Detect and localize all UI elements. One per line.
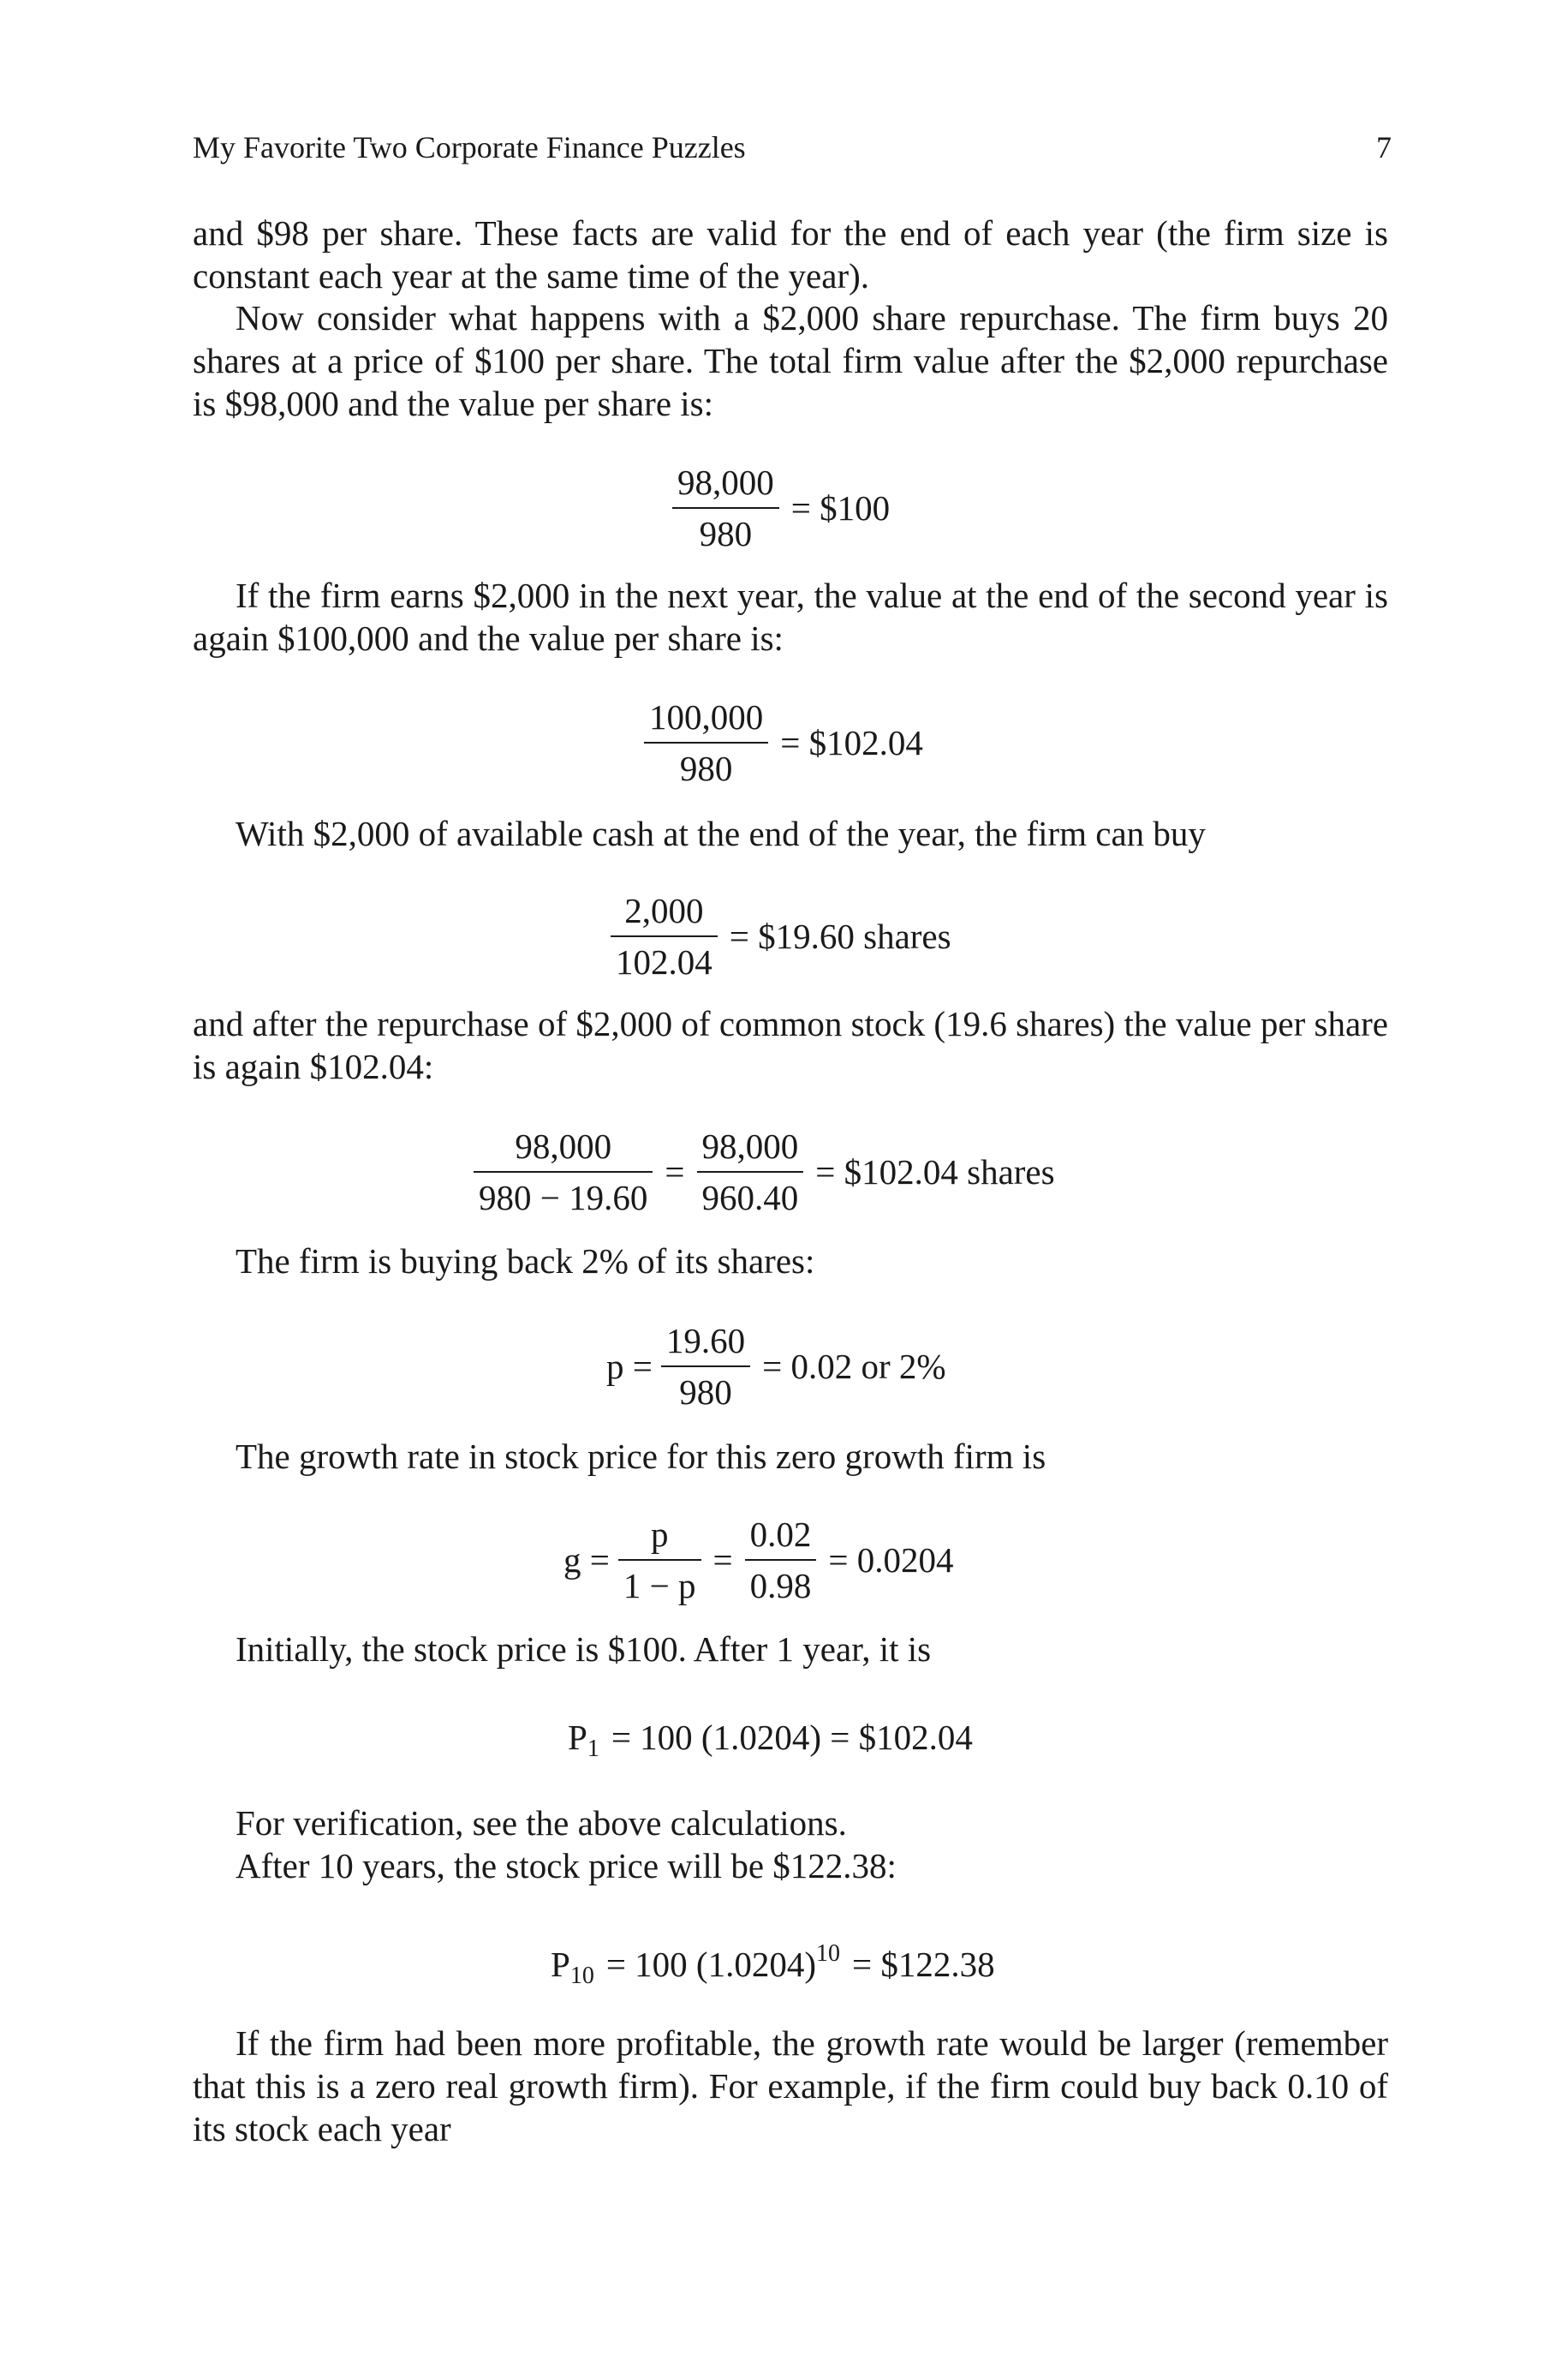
superscript: 10: [816, 1940, 840, 1967]
equation-rhs: = $19.60 shares: [729, 917, 951, 956]
running-head-title: My Favorite Two Corporate Finance Puzzles: [193, 130, 746, 164]
page-number: 7: [1376, 130, 1392, 164]
paragraph-9: For verification, see the above calculations. After 10 years, the stock price will be $122.38:: [193, 1801, 1388, 1887]
fraction: [644, 696, 768, 790]
denominator: 960.40: [701, 1178, 799, 1217]
equation-mid: = 100 (1.0204): [605, 1945, 816, 1984]
numerator: p: [618, 1513, 701, 1561]
fraction-right: [697, 1125, 804, 1219]
denominator: 980: [699, 514, 753, 553]
fraction: [611, 889, 718, 983]
equals-sign: =: [665, 1152, 685, 1192]
numerator: 19.60: [661, 1319, 750, 1367]
equation-6: [563, 1513, 954, 1607]
equation-rhs: = 100 (1.0204) = $102.04: [611, 1718, 973, 1757]
paragraph-5: and after the repurchase of $2,000 of common stock (19.6 shares) the value per share is again $102.04:: [193, 1004, 1388, 1086]
equation-1: [672, 461, 890, 555]
paragraph-4: With $2,000 of available cash at the end of the year, the firm can buy: [235, 814, 1206, 853]
denominator: 980 − 19.60: [479, 1178, 648, 1217]
numerator: 98,000: [697, 1125, 804, 1173]
equation-3: [611, 889, 951, 983]
numerator: 98,000: [474, 1125, 653, 1173]
denominator: 0.98: [749, 1566, 812, 1605]
equation-lhs: g =: [563, 1540, 610, 1580]
denominator: 1 − p: [623, 1566, 696, 1605]
fraction-right: [745, 1513, 817, 1607]
equation-rhs: = 0.0204: [828, 1540, 954, 1580]
equation-4: [474, 1125, 1055, 1219]
subscript: 10: [569, 1963, 594, 1989]
equation-rhs: = $122.38: [852, 1945, 995, 1984]
numerator: 100,000: [644, 696, 768, 744]
fraction: [661, 1319, 750, 1413]
equation-rhs: = $102.04: [780, 723, 923, 762]
paragraph-1: and $98 per share. These facts are valid for the end of each year (the firm size is constant each year at the same time of the year).: [193, 213, 1388, 296]
symbol-p: P: [568, 1718, 587, 1757]
equation-rhs: = $100: [790, 488, 891, 528]
equation-rhs: = 0.02 or 2%: [762, 1347, 946, 1386]
fraction: [672, 461, 779, 555]
equation-8: [551, 1933, 995, 1998]
paragraph-3: If the firm earns $2,000 in the next year, the value at the end of the second year is again $100,000 and the value per share is:: [193, 576, 1388, 658]
subscript: 1: [587, 1736, 599, 1762]
paragraph-11: If the firm had been more profitable, the growth rate would be larger (remember that this is a zero real growth firm). For example, if the firm could buy back 0.10 of its stock each year: [193, 2023, 1388, 2148]
paragraph-7: The growth rate in stock price for this zero growth firm is: [235, 1437, 1046, 1476]
paragraph-10: After 10 years, the stock price will be $122.38:: [235, 1846, 897, 1885]
equation-5: [606, 1319, 946, 1413]
numerator: 98,000: [672, 461, 779, 509]
paragraph-8: Initially, the stock price is $100. After 1 year, it is: [235, 1629, 932, 1669]
numerator: 0.02: [745, 1513, 817, 1561]
symbol-p: P: [551, 1945, 570, 1984]
equation-2: [644, 696, 923, 790]
fraction-left: [474, 1125, 653, 1219]
denominator: 980: [679, 749, 733, 788]
equals-sign: =: [712, 1540, 733, 1580]
equation-rhs: = $102.04 shares: [815, 1152, 1055, 1192]
paragraph-2: Now consider what happens with a $2,000 share repurchase. The firm buys 20 shares at a price of $100 per share. The total firm value after the $2,000 repurchase is $98,000 and the value per share is:: [193, 298, 1388, 423]
fraction-left: [618, 1513, 701, 1607]
numerator: 2,000: [611, 889, 718, 937]
denominator: 980: [679, 1372, 732, 1412]
denominator: 102.04: [616, 942, 712, 982]
equation-lhs: p =: [606, 1347, 653, 1386]
paragraph-6: The firm is buying back 2% of its shares:: [235, 1241, 815, 1281]
equation-7: [568, 1716, 973, 1771]
